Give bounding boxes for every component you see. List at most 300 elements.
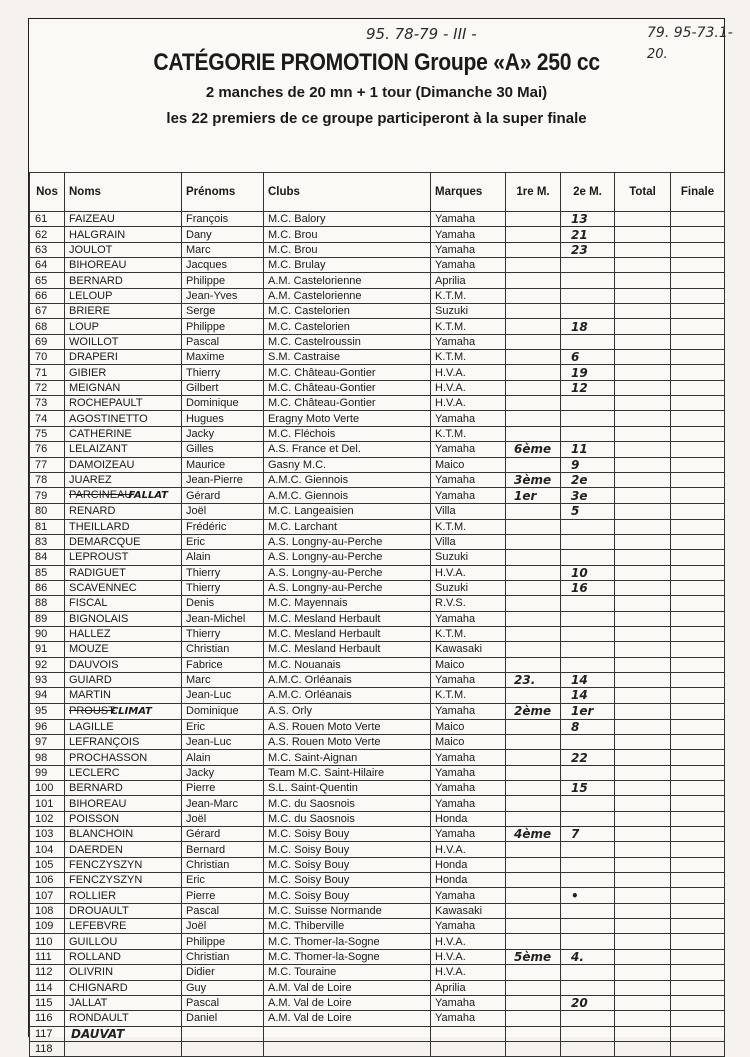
table-row: [30, 719, 725, 734]
total-cell: [615, 1026, 671, 1041]
rider-number: 117: [30, 1026, 65, 1041]
heat-2-result: 19: [561, 365, 615, 380]
table-row: [30, 1041, 725, 1056]
table-row: [30, 472, 725, 487]
final-cell: [671, 350, 725, 365]
rider-number: 103: [30, 827, 65, 842]
rider-surname-text: DAUVOIS: [69, 658, 119, 671]
rider-club: [264, 1041, 431, 1056]
heat-2-result: [561, 334, 615, 349]
rider-firstname: Pascal: [182, 903, 264, 918]
heat-2-result: [561, 842, 615, 857]
rider-number: 95: [30, 703, 65, 719]
rider-surname: [65, 626, 182, 641]
rider-surname: [65, 411, 182, 426]
rider-surname-text: MARTIN: [69, 689, 111, 702]
table-row: [30, 580, 725, 595]
rider-firstname: Bernard: [182, 842, 264, 857]
table-row: [30, 258, 725, 273]
total-cell: [615, 672, 671, 687]
rider-brand: Yamaha: [431, 488, 506, 504]
table-row: [30, 227, 725, 242]
rider-brand: Suzuki: [431, 580, 506, 595]
rider-club: M.C. Soisy Bouy: [264, 873, 431, 888]
total-cell: [615, 534, 671, 549]
rider-brand: Maico: [431, 735, 506, 750]
total-cell: [615, 550, 671, 565]
rider-surname-text: DRAPERI: [69, 351, 118, 364]
rider-surname-text: CHIGNARD: [69, 981, 128, 994]
rider-firstname: Jean-Luc: [182, 688, 264, 703]
rider-brand: Maico: [431, 719, 506, 734]
heat-2-result: [561, 534, 615, 549]
rider-firstname: Joël: [182, 811, 264, 826]
rider-surname-text: MOUZE: [69, 643, 109, 656]
rider-brand: K.T.M.: [431, 288, 506, 303]
total-cell: [615, 212, 671, 227]
rider-number: 74: [30, 411, 65, 426]
table-row: [30, 534, 725, 549]
rider-number: 88: [30, 596, 65, 611]
rider-brand: Suzuki: [431, 304, 506, 319]
total-cell: [615, 873, 671, 888]
rider-club: M.C. Mesland Herbault: [264, 642, 431, 657]
rider-surname-text: CATHERINE: [69, 427, 132, 440]
total-cell: [615, 1041, 671, 1056]
heat-2-result: [561, 796, 615, 811]
rider-surname-text: DAERDEN: [69, 843, 123, 856]
rider-firstname: Thierry: [182, 365, 264, 380]
final-cell: [671, 534, 725, 549]
final-cell: [671, 703, 725, 719]
rider-club: M.C. Soisy Bouy: [264, 857, 431, 872]
rider-brand: Honda: [431, 857, 506, 872]
rider-brand: Honda: [431, 873, 506, 888]
rider-firstname: Marc: [182, 242, 264, 257]
rider-number: 108: [30, 903, 65, 918]
total-cell: [615, 688, 671, 703]
rider-firstname: Joël: [182, 919, 264, 934]
rider-club: Eragny Moto Verte: [264, 411, 431, 426]
final-cell: [671, 873, 725, 888]
rider-number: 65: [30, 273, 65, 288]
rider-brand: Yamaha: [431, 781, 506, 796]
heat-1-result: [506, 842, 561, 857]
rider-surname-text: JALLAT: [69, 997, 108, 1010]
rider-surname: [65, 735, 182, 750]
final-cell: [671, 457, 725, 472]
table-row: [30, 642, 725, 657]
handwritten-replacement-name: FALLAT: [128, 490, 169, 502]
rider-club: M.C. Balory: [264, 212, 431, 227]
rider-surname-text: ROCHEPAULT: [69, 397, 143, 410]
rider-surname: [65, 827, 182, 842]
rider-surname: [65, 919, 182, 934]
total-cell: [615, 565, 671, 580]
rider-firstname: François: [182, 212, 264, 227]
table-row: [30, 827, 725, 842]
rider-brand: Yamaha: [431, 919, 506, 934]
rider-brand: H.V.A.: [431, 396, 506, 411]
rider-club: A.M. Val de Loire: [264, 1011, 431, 1026]
heat-2-result: 15: [561, 781, 615, 796]
total-cell: [615, 703, 671, 719]
rider-number: 64: [30, 258, 65, 273]
heat-1-result: 2ème: [506, 703, 561, 719]
table-row: [30, 703, 725, 719]
rider-surname: [65, 1041, 182, 1056]
total-cell: [615, 580, 671, 595]
total-cell: [615, 965, 671, 980]
table-row: [30, 811, 725, 826]
heat-2-result: 1er: [561, 703, 615, 719]
rider-brand: Yamaha: [431, 227, 506, 242]
rider-brand: Yamaha: [431, 888, 506, 903]
table-row: [30, 550, 725, 565]
heat-2-result: 9: [561, 457, 615, 472]
rider-surname-text: LOUP: [69, 320, 99, 333]
total-cell: [615, 273, 671, 288]
total-cell: [615, 350, 671, 365]
handwritten-note-top-right-2: 20.: [647, 47, 668, 62]
heat-1-result: [506, 534, 561, 549]
rider-club: M.C. Brou: [264, 242, 431, 257]
rider-club: Team M.C. Saint-Hilaire: [264, 765, 431, 780]
total-cell: [615, 396, 671, 411]
rider-club: M.C. Suisse Normande: [264, 903, 431, 918]
rider-surname-text: FENCZYSZYN: [69, 858, 143, 871]
rider-firstname: Christian: [182, 857, 264, 872]
table-row: [30, 442, 725, 457]
heat-1-result: [506, 550, 561, 565]
heat-2-result: [561, 550, 615, 565]
heat-1-result: 1er: [506, 488, 561, 504]
heat-2-result: [561, 965, 615, 980]
table-row: [30, 488, 725, 504]
rider-brand: H.V.A.: [431, 380, 506, 395]
rider-surname-text: WOILLOT: [69, 335, 119, 348]
heat-1-result: [506, 903, 561, 918]
table-row: [30, 273, 725, 288]
rider-club: M.C. Saint-Aignan: [264, 750, 431, 765]
rider-surname: [65, 550, 182, 565]
heat-1-result: [506, 350, 561, 365]
rider-surname: [65, 781, 182, 796]
heat-2-result: 4.: [561, 949, 615, 964]
total-cell: [615, 457, 671, 472]
rider-firstname: Pascal: [182, 334, 264, 349]
total-cell: [615, 811, 671, 826]
rider-firstname: Hugues: [182, 411, 264, 426]
final-cell: [671, 611, 725, 626]
rider-club: M.C. Castelroussin: [264, 334, 431, 349]
final-cell: [671, 580, 725, 595]
rider-surname: [65, 811, 182, 826]
rider-club: A.M.C. Orléanais: [264, 688, 431, 703]
rider-surname: [65, 334, 182, 349]
rider-firstname: Eric: [182, 534, 264, 549]
rider-surname-text: BERNARD: [69, 782, 123, 795]
final-cell: [671, 442, 725, 457]
handwritten-note-top-right: 79. 95-73.1-: [647, 25, 733, 41]
table-row: [30, 888, 725, 903]
table-row: [30, 304, 725, 319]
rider-firstname: Thierry: [182, 580, 264, 595]
heat-1-result: [506, 1026, 561, 1041]
rider-number: 72: [30, 380, 65, 395]
rider-number: 85: [30, 565, 65, 580]
rider-club: A.S. France et Del.: [264, 442, 431, 457]
rider-number: 94: [30, 688, 65, 703]
final-cell: [671, 657, 725, 672]
final-cell: [671, 242, 725, 257]
rider-number: 62: [30, 227, 65, 242]
rider-number: 114: [30, 980, 65, 995]
table-body: [30, 212, 725, 1057]
final-cell: [671, 719, 725, 734]
rider-brand: H.V.A.: [431, 965, 506, 980]
total-cell: [615, 980, 671, 995]
table-row: [30, 504, 725, 519]
final-cell: [671, 1026, 725, 1041]
total-cell: [615, 781, 671, 796]
rider-firstname: [182, 1041, 264, 1056]
final-cell: [671, 919, 725, 934]
heat-1-result: [506, 365, 561, 380]
heat-1-result: [506, 688, 561, 703]
heat-1-result: [506, 735, 561, 750]
heat-2-result: [561, 258, 615, 273]
rider-surname-text: JUAREZ: [69, 474, 112, 487]
rider-brand: Yamaha: [431, 258, 506, 273]
table-row: [30, 411, 725, 426]
heat-2-result: 12: [561, 380, 615, 395]
rider-surname: [65, 965, 182, 980]
table-row: [30, 319, 725, 334]
heat-2-result: 8: [561, 719, 615, 734]
rider-number: 106: [30, 873, 65, 888]
rider-firstname: Jean-Marc: [182, 796, 264, 811]
rider-firstname: Pascal: [182, 995, 264, 1010]
heat-1-result: [506, 750, 561, 765]
rider-firstname: Pierre: [182, 781, 264, 796]
rider-surname: [65, 442, 182, 457]
rider-club: A.S. Longny-au-Perche: [264, 565, 431, 580]
rider-number: 66: [30, 288, 65, 303]
table-row: [30, 919, 725, 934]
rider-number: 79: [30, 488, 65, 504]
rider-brand: K.T.M.: [431, 519, 506, 534]
total-cell: [615, 472, 671, 487]
heat-1-result: [506, 304, 561, 319]
rider-club: M.C. Thomer-la-Sogne: [264, 949, 431, 964]
table-row: [30, 980, 725, 995]
final-cell: [671, 273, 725, 288]
final-cell: [671, 949, 725, 964]
rider-number: 78: [30, 472, 65, 487]
rider-club: A.S. Orly: [264, 703, 431, 719]
total-cell: [615, 903, 671, 918]
header: [29, 49, 724, 127]
rider-firstname: Maurice: [182, 457, 264, 472]
rider-club: M.C. Mesland Herbault: [264, 626, 431, 641]
rider-brand: Honda: [431, 811, 506, 826]
final-cell: [671, 227, 725, 242]
rider-club: M.C. Soisy Bouy: [264, 888, 431, 903]
rider-club: M.C. Château-Gontier: [264, 380, 431, 395]
total-cell: [615, 488, 671, 504]
rider-club: A.S. Longny-au-Perche: [264, 534, 431, 549]
rider-brand: Yamaha: [431, 242, 506, 257]
rider-number: 91: [30, 642, 65, 657]
heat-1-result: 4ème: [506, 827, 561, 842]
total-cell: [615, 442, 671, 457]
final-cell: [671, 811, 725, 826]
heat-1-result: [506, 995, 561, 1010]
rider-brand: K.T.M.: [431, 319, 506, 334]
table-row: [30, 334, 725, 349]
rider-brand: Yamaha: [431, 334, 506, 349]
rider-surname: [65, 980, 182, 995]
rider-number: 83: [30, 534, 65, 549]
final-cell: [671, 827, 725, 842]
rider-surname: [65, 472, 182, 487]
rider-number: 101: [30, 796, 65, 811]
table-row: [30, 765, 725, 780]
rider-number: 109: [30, 919, 65, 934]
heat-1-result: [506, 765, 561, 780]
rider-surname: [65, 719, 182, 734]
total-cell: [615, 796, 671, 811]
table-row: [30, 288, 725, 303]
rider-surname: [65, 488, 182, 504]
rider-brand: Villa: [431, 504, 506, 519]
final-cell: [671, 565, 725, 580]
rider-surname: [65, 273, 182, 288]
heat-1-result: [506, 426, 561, 441]
rider-number: 70: [30, 350, 65, 365]
col-header-heat-1: 1re M.: [506, 173, 561, 212]
rider-club: A.S. Longny-au-Perche: [264, 550, 431, 565]
table-row: [30, 842, 725, 857]
total-cell: [615, 304, 671, 319]
rider-club: A.M. Val de Loire: [264, 995, 431, 1010]
final-cell: [671, 396, 725, 411]
rider-club: M.C. Fléchois: [264, 426, 431, 441]
table-row: [30, 657, 725, 672]
heat-1-result: [506, 242, 561, 257]
rider-surname: [65, 1026, 182, 1041]
final-cell: [671, 411, 725, 426]
heat-1-result: [506, 857, 561, 872]
final-cell: [671, 519, 725, 534]
rider-surname-text: PROUST: [69, 704, 115, 717]
rider-surname: [65, 888, 182, 903]
final-cell: [671, 288, 725, 303]
total-cell: [615, 258, 671, 273]
rider-surname-text: HALGRAIN: [69, 228, 126, 241]
heat-2-result: [561, 1011, 615, 1026]
rider-surname: [65, 304, 182, 319]
heat-2-result: 16: [561, 580, 615, 595]
rider-firstname: Christian: [182, 642, 264, 657]
table-row: [30, 750, 725, 765]
rider-surname-text: FISCAL: [69, 597, 108, 610]
rider-number: 76: [30, 442, 65, 457]
rider-surname: [65, 688, 182, 703]
col-header-clubs: Clubs: [264, 173, 431, 212]
rider-club: A.M.C. Giennois: [264, 472, 431, 487]
total-cell: [615, 519, 671, 534]
heat-2-result: [561, 642, 615, 657]
rider-surname: [65, 995, 182, 1010]
rider-surname: [65, 934, 182, 949]
heat-1-result: [506, 1011, 561, 1026]
rider-club: A.S. Rouen Moto Verte: [264, 719, 431, 734]
rider-brand: Suzuki: [431, 550, 506, 565]
total-cell: [615, 919, 671, 934]
total-cell: [615, 657, 671, 672]
rider-surname-text: ROLLIER: [69, 889, 117, 902]
total-cell: [615, 426, 671, 441]
rider-number: 112: [30, 965, 65, 980]
rider-brand: H.V.A.: [431, 842, 506, 857]
rider-brand: Yamaha: [431, 765, 506, 780]
table-row: [30, 688, 725, 703]
rider-brand: [431, 1026, 506, 1041]
rider-club: Gasny M.C.: [264, 457, 431, 472]
total-cell: [615, 334, 671, 349]
table-row: [30, 965, 725, 980]
heat-2-result: [561, 596, 615, 611]
rider-club: [264, 1026, 431, 1041]
rider-firstname: Fabrice: [182, 657, 264, 672]
heat-1-result: [506, 781, 561, 796]
total-cell: [615, 857, 671, 872]
rider-surname-text: LAGILLE: [69, 720, 114, 733]
rider-firstname: Philippe: [182, 319, 264, 334]
heat-1-result: [506, 980, 561, 995]
col-header-numbers: Nos: [30, 173, 65, 212]
final-cell: [671, 765, 725, 780]
heat-1-result: [506, 411, 561, 426]
rider-club: M.C. Château-Gontier: [264, 365, 431, 380]
rider-number: 104: [30, 842, 65, 857]
heat-1-result: [506, 596, 561, 611]
heat-1-result: [506, 719, 561, 734]
rider-surname-text: MEIGNAN: [69, 381, 121, 394]
table-row: [30, 873, 725, 888]
total-cell: [615, 827, 671, 842]
rider-number: 92: [30, 657, 65, 672]
rider-brand: Yamaha: [431, 212, 506, 227]
rider-surname-text: PROCHASSON: [69, 751, 148, 764]
rider-surname-text: GUIARD: [69, 674, 112, 687]
total-cell: [615, 888, 671, 903]
heat-1-result: [506, 1041, 561, 1056]
handwritten-note-top-center: 95. 78-79 - III -: [366, 25, 477, 43]
col-header-final: Finale: [671, 173, 725, 212]
rider-surname-text: LELAIZANT: [69, 443, 128, 456]
rider-surname-text: OLIVRIN: [69, 966, 114, 979]
rider-club: M.C. Mayennais: [264, 596, 431, 611]
rider-club: M.C. Brou: [264, 227, 431, 242]
rider-surname: [65, 396, 182, 411]
final-cell: [671, 642, 725, 657]
heat-1-result: [506, 934, 561, 949]
heat-1-result: [506, 565, 561, 580]
table-row: [30, 934, 725, 949]
